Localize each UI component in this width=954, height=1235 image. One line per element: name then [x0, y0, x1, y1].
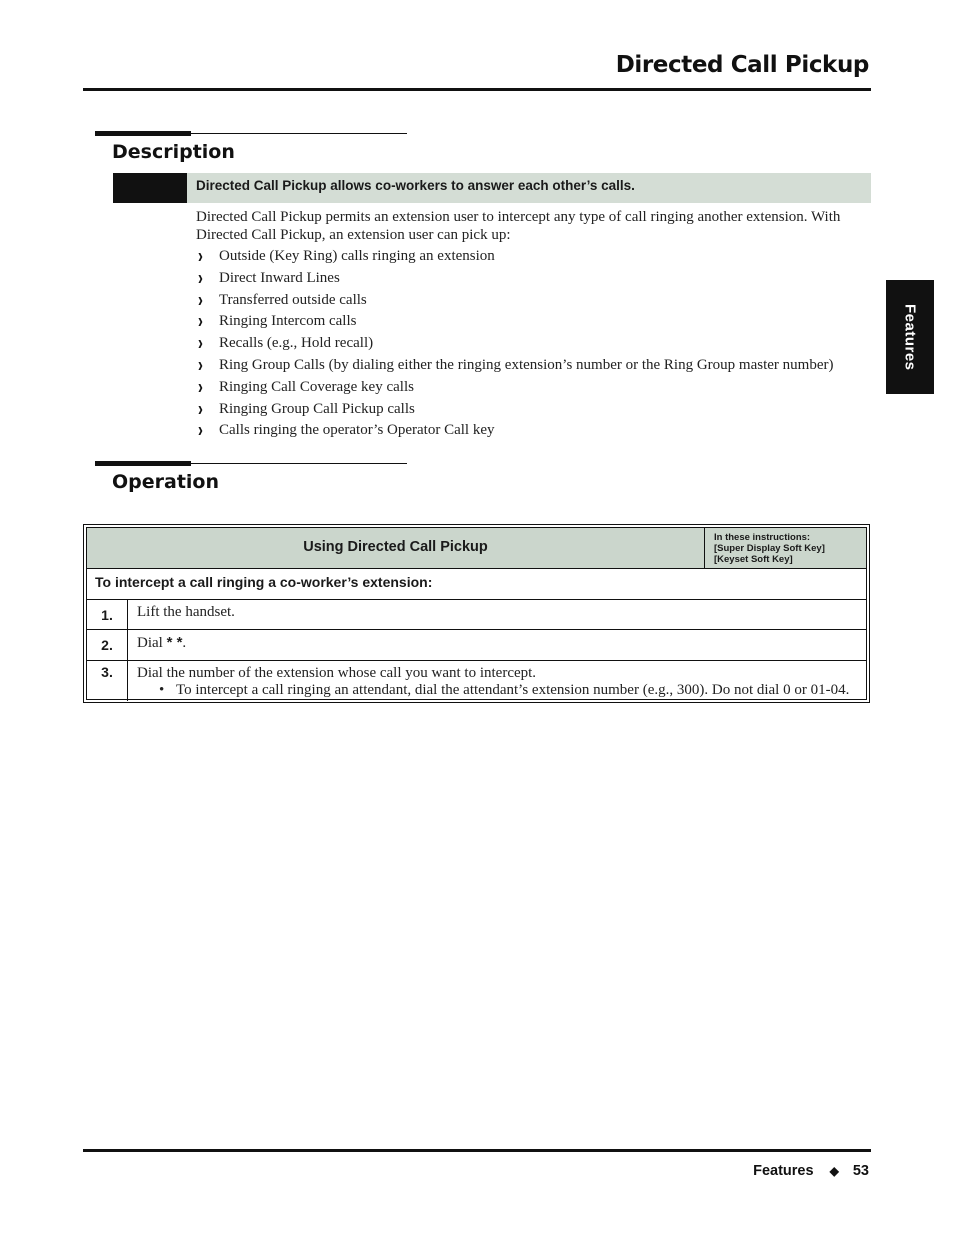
table-subheading-row — [87, 569, 866, 600]
list-item: ❱ Ringing Intercom calls — [197, 313, 357, 330]
step-number: 2. — [87, 630, 128, 660]
table-title: Using Directed Call Pickup — [303, 539, 488, 555]
table-note: In these instructions: [Super Display Soft Key] [Keyset Soft Key] — [714, 532, 825, 565]
arrow-bullet-icon: ❱ — [197, 382, 204, 392]
summary-text: Directed Call Pickup allows co-workers to answer each other’s calls. — [187, 173, 871, 203]
side-tab-label: Features — [901, 303, 919, 371]
header-rule — [83, 88, 871, 91]
section-rule-thin — [95, 133, 407, 134]
footer — [600, 1163, 869, 1179]
footer-rule — [83, 1149, 871, 1152]
section-rule-thin — [95, 463, 407, 464]
arrow-bullet-icon: ❱ — [197, 426, 204, 436]
table-row — [87, 661, 866, 701]
page-title: Directed Call Pickup — [615, 52, 869, 78]
arrow-bullet-icon: ❱ — [197, 273, 204, 283]
step-text: Dial the number of the extension whose call you want to intercept. • To intercept a call ringing an attendant, dial the attendant’s extension number (e.g., 300). Do not dial 0 or 01-04. — [137, 665, 850, 698]
arrow-bullet-icon: ❱ — [197, 317, 204, 327]
description-heading: Description — [112, 141, 235, 163]
arrow-bullet-icon: ❱ — [197, 360, 204, 370]
summary-marker — [113, 173, 187, 203]
step-sub-bullet: • To intercept a call ringing an attendant, dial the attendant’s extension number (e.g., 300). Do not dial 0 or 01-04. — [159, 682, 850, 698]
step-text: Dial * *. — [137, 634, 187, 651]
arrow-bullet-icon: ❱ — [197, 404, 204, 414]
operation-heading: Operation — [112, 471, 220, 493]
arrow-bullet-icon: ❱ — [197, 295, 204, 305]
page-number: 53 — [852, 1163, 869, 1179]
list-item: ❱ Transferred outside calls — [197, 291, 367, 308]
step-number: 3. — [87, 661, 128, 701]
footer-section: Features — [753, 1163, 814, 1179]
table-header — [87, 528, 866, 569]
list-item: ❱ Ringing Call Coverage key calls — [197, 378, 414, 395]
table-row — [87, 600, 866, 630]
step-text: Lift the handset. — [137, 604, 235, 620]
step-number: 1. — [87, 600, 128, 629]
arrow-bullet-icon: ❱ — [197, 252, 204, 261]
list-item: ❱ Calls ringing the operator’s Operator Call key — [197, 422, 495, 439]
side-tab — [886, 280, 934, 394]
list-item: ❱ Ring Group Calls (by dialing either the ringing extension’s number or the Ring Group master number) — [197, 356, 834, 373]
list-item: ❱ Outside (Key Ring) calls ringing an extension — [197, 248, 495, 264]
instruction-table — [83, 524, 870, 703]
table-row — [87, 630, 866, 661]
list-item: ❱ Direct Inward Lines — [197, 269, 340, 286]
list-item: ❱ Ringing Group Call Pickup calls — [197, 400, 415, 417]
table-subheading: To intercept a call ringing a co-worker’s extension: — [95, 574, 433, 590]
diamond-icon: ◆ — [829, 1164, 839, 1178]
intro-paragraph: Directed Call Pickup permits an extension user to intercept any type of call ringing another extension. With Directed Call Pickup, an extension user can pick up: — [196, 209, 841, 243]
arrow-bullet-icon: ❱ — [197, 339, 204, 349]
list-item: ❱ Recalls (e.g., Hold recall) — [197, 335, 374, 352]
feature-list — [196, 246, 833, 442]
